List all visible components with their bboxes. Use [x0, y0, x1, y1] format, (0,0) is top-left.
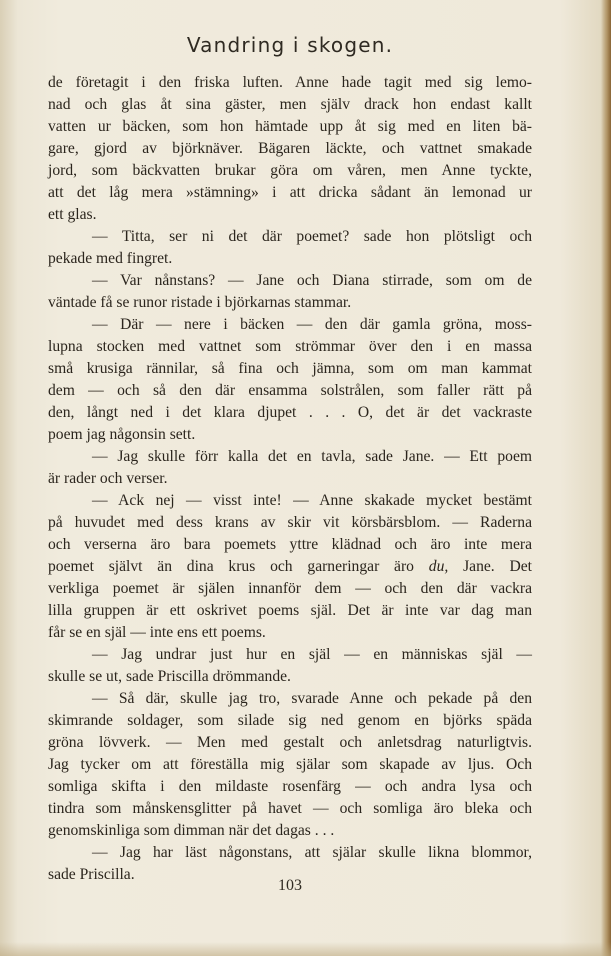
- running-header: Vandring i skogen.: [186, 33, 394, 57]
- text-line: — Ack nej — visst inte! — Anne skakade mycket bestämt: [92, 492, 532, 509]
- text-line: små krusiga rännilar, så fina och jämna, som om man kammat: [48, 360, 532, 377]
- text-line: — Där — nere i bäcken — den där gamla gröna, moss-: [92, 316, 532, 333]
- body-text: [48, 72, 532, 886]
- text-line: de företagit i den friska luften. Anne hade tagit med sig lemo-: [48, 74, 532, 91]
- text-line: får se en själ — inte ens ett poems.: [48, 624, 266, 641]
- text-line: och verserna äro bara poemets yttre klädnad och äro inte mera: [48, 536, 532, 553]
- text-line: gröna lövverk. — Men med gestalt och anletsdrag naturligtvis.: [48, 734, 532, 751]
- text-line: poem jag någonsin sett.: [48, 426, 196, 443]
- text-line: pekade med fingret.: [48, 250, 173, 267]
- text-line: skimrande soldager, som silade sig ned genom en björks späda: [48, 712, 532, 729]
- text-line: genomskinliga som dimman när det dagas . . .: [48, 822, 335, 839]
- text-line: — Jag har läst någonstans, att själar skulle likna blommor,: [92, 844, 532, 861]
- text-line: nad och glas åt sina gäster, men själv drack hon endast kallt: [48, 96, 532, 113]
- text-line: väntade få se runor ristade i björkarnas stammar.: [48, 294, 352, 311]
- text-line: tindra som månskensglitter på havet — och somliga äro bleka och: [48, 800, 532, 817]
- text-line: ett glas.: [48, 206, 97, 223]
- text-line: är rader och verser.: [48, 470, 168, 487]
- text-line: poemet självt än dina krus och garneringar äro du, Jane. Det: [48, 558, 532, 575]
- page-bottom-shadow: [0, 942, 611, 956]
- text-line: skulle se ut, sade Priscilla drömmande.: [48, 668, 291, 685]
- text-line: — Titta, ser ni det där poemet? sade hon plötsligt och: [92, 228, 532, 245]
- text-line: somliga skifta i den mildaste rosenfärg — och andra lysa och: [48, 778, 532, 795]
- text-line: — Jag skulle förr kalla det en tavla, sade Jane. — Ett poem: [92, 448, 532, 465]
- page-edge-shadow: [601, 0, 611, 956]
- text-line: på huvudet med dess krans av skir vit körsbärsblom. — Raderna: [48, 514, 532, 531]
- text-line: — Var nånstans? — Jane och Diana stirrade, som om de: [92, 272, 532, 289]
- text-line: Jag tycker om att föreställa mig själar som skapade av ljus. Och: [48, 756, 532, 773]
- text-line: sade Priscilla.: [48, 866, 135, 883]
- text-line: gare, gjord av björknäver. Bägaren läckte, och vattnet smakade: [48, 140, 532, 157]
- text-line: jord, som bäckvatten brukar göra om våren, men Anne tyckte,: [48, 162, 532, 179]
- page-number: 103: [278, 877, 302, 894]
- text-line: — Jag undrar just hur en själ — en människas själ —: [92, 646, 532, 663]
- emphasis: du,: [428, 558, 449, 575]
- text-line: lupna stocken med vattnet som strömmar över den i en massa: [48, 338, 532, 355]
- text-line: att det låg mera »stämning» i att dricka sådant än lemonad ur: [48, 184, 532, 201]
- text-line: dem — och så den där ensamma solstrålen, som faller rätt på: [48, 382, 532, 399]
- text-line: verkliga poemet är själen innanför dem — och den där vackra: [48, 580, 532, 597]
- text-line: lilla gruppen är ett oskrivet poems själ. Det är inte var dag man: [48, 602, 532, 619]
- text-line: den, långt ned i det klara djupet . . . O, det är det vackraste: [48, 404, 532, 421]
- text-line: vatten ur bäcken, som hon hämtade upp åt sig med en liten bä-: [48, 118, 532, 135]
- text-line: — Så där, skulle jag tro, svarade Anne och pekade på den: [92, 690, 532, 707]
